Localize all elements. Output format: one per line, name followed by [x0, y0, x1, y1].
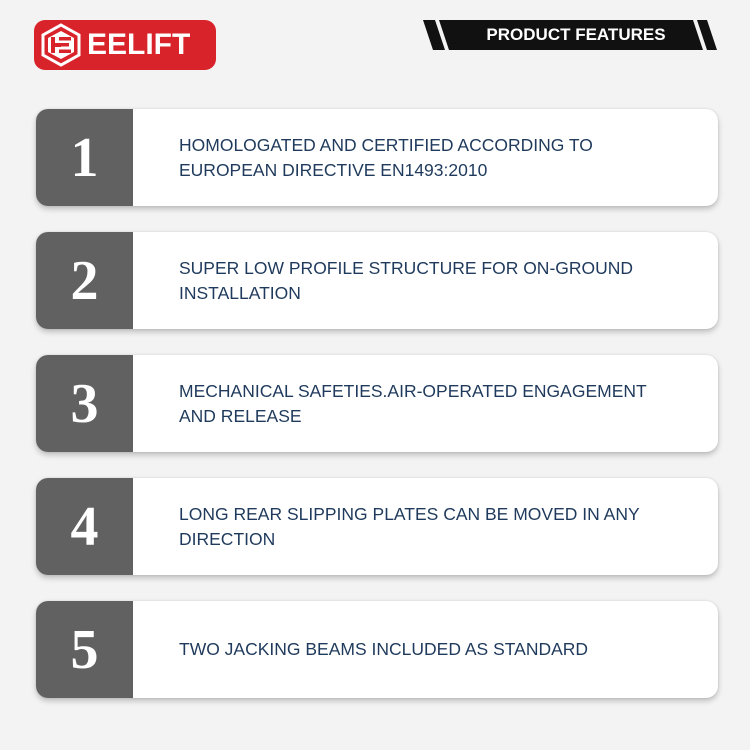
section-banner: [423, 20, 719, 50]
brand-logo: [34, 20, 216, 70]
feature-number: 1: [70, 126, 99, 189]
feature-text: LONG REAR SLIPPING PLATES CAN BE MOVED IN ANY DIRECTION: [179, 503, 640, 549]
feature-text: TWO JACKING BEAMS INCLUDED AS STANDARD: [179, 639, 589, 659]
feature-card: [36, 478, 718, 575]
feature-text: HOMOLOGATED AND CERTIFIED ACCORDING TO EUROPEAN DIRECTIVE EN1493:2010: [179, 134, 593, 180]
feature-number-box: [36, 109, 133, 206]
feature-number-box: [36, 601, 133, 698]
feature-card: [36, 601, 718, 698]
feature-card: [36, 355, 718, 452]
feature-card: [36, 109, 718, 206]
feature-number: 4: [70, 495, 99, 558]
feature-number: 5: [70, 618, 99, 681]
feature-text: SUPER LOW PROFILE STRUCTURE FOR ON-GROUND INSTALLATION: [179, 257, 634, 303]
feature-number-box: [36, 232, 133, 329]
banner-title: PRODUCT FEATURES: [486, 25, 666, 44]
logo-hexagon-icon: [39, 23, 83, 67]
feature-number-box: [36, 478, 133, 575]
feature-card: [36, 232, 718, 329]
feature-number: 2: [70, 249, 99, 312]
feature-number-box: [36, 355, 133, 452]
feature-number: 3: [70, 372, 99, 435]
feature-list: [36, 109, 718, 724]
brand-name: EELIFT: [87, 28, 191, 61]
feature-text: MECHANICAL SAFETIES.AIR-OPERATED ENGAGEMENT AND RELEASE: [179, 380, 647, 426]
